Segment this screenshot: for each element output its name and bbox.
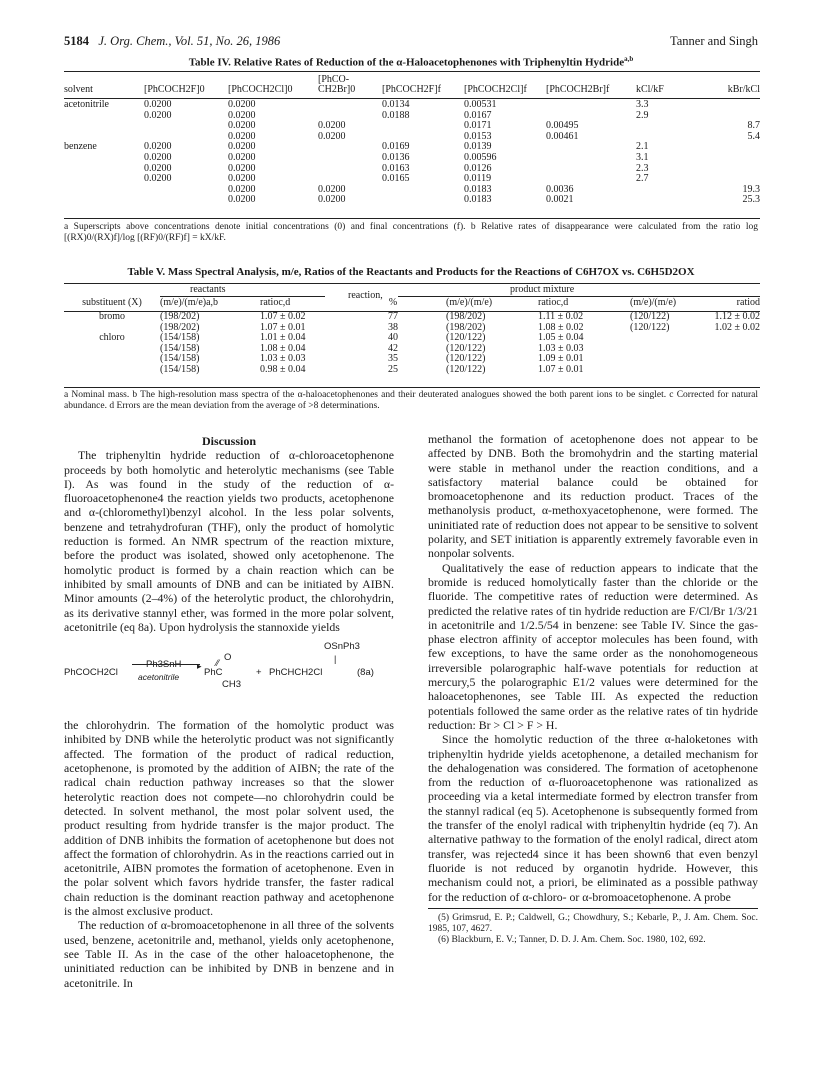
table5-top-rule <box>64 283 760 284</box>
table4-cell <box>546 153 636 164</box>
table5-caption: Table V. Mass Spectral Analysis, m/e, Ratios of the Reactants and Products for the Reactions of C6H7OX vs. C6H5D2OX <box>127 266 695 278</box>
table4-cell <box>318 98 382 111</box>
table4-cell: 0.0163 <box>382 162 410 174</box>
scheme-product1: PhC <box>204 667 223 679</box>
table5-cell: (198/202) <box>160 311 200 322</box>
scheme-double-bond: ⁄⁄ <box>216 658 220 669</box>
table4-cell: 0.0200 <box>228 130 256 142</box>
table4-cell: 0.0200 <box>228 141 256 153</box>
table-row <box>64 153 760 164</box>
table4-cell: acetonitrile <box>64 99 109 110</box>
table5-cell: (120/122) <box>630 311 670 322</box>
table5-cell: 42 <box>388 342 398 354</box>
table4-cell: 0.0036 <box>546 183 574 195</box>
table5-header-cell: substituent (X) <box>82 297 142 308</box>
table4-cell: 0.00531 <box>464 99 497 110</box>
table5-header-cell: (m/e)/(m/e) <box>446 297 493 308</box>
table4-cell: 0.0136 <box>382 151 410 163</box>
table4-cell: 0.0200 <box>228 109 256 121</box>
table4-cell: 0.00495 <box>546 120 579 132</box>
table5-cell: 40 <box>388 332 398 344</box>
table4-cell: 2.1 <box>636 141 649 153</box>
table4-cell: 0.0200 <box>228 151 256 163</box>
table4-cell <box>636 195 694 206</box>
table4-cell: 3.1 <box>636 151 649 163</box>
table4-cell: 0.0200 <box>318 183 346 195</box>
table4-head <box>64 73 760 98</box>
table4-cell: 0.0171 <box>464 120 492 132</box>
table5-cell: (154/158) <box>160 342 200 354</box>
table4-cell <box>318 153 382 164</box>
table5-cell: 1.03 ± 0.03 <box>538 342 584 354</box>
table4-cell: 0.0200 <box>318 120 346 132</box>
table4-cell <box>64 111 144 122</box>
table4-cell: 0.00596 <box>464 151 497 163</box>
table4-cell: 0.0200 <box>228 162 256 174</box>
table5-cell: 1.08 ± 0.04 <box>260 342 306 354</box>
scheme-reagent: Ph3SnH <box>146 659 182 671</box>
table5-cell: (120/122) <box>446 332 486 344</box>
scheme-condition: acetonitrile <box>138 672 180 683</box>
table4-cell: 0.0021 <box>546 194 574 206</box>
scheme-product1-oxygen: O <box>224 652 232 664</box>
table5-cell: chloro <box>99 332 125 344</box>
table4-cell <box>144 195 228 206</box>
table5-cell <box>696 344 760 355</box>
table5-head <box>64 298 760 309</box>
table5-cell: (154/158) <box>160 332 200 344</box>
table5-cell: (120/122) <box>630 321 670 333</box>
table4 <box>64 73 760 206</box>
paragraph-5: Qualitatively the ease of reduction appears to indicate that the bromide is reduced homolytically faster than the chloride or the fluoride. The competitive rates of reduction were determined. As predicted the relative rates of tin hydride reduction are F/Cl/Br 1/3/21 in acetonitrile and 1/2.5/54 in benzene: see Table IV. Since the gas-phase electron affinity of acceptor molecules has been found, with few exceptions, to have the same order as the nonohomogeneous irreversible polarographic half-wave potentials for reduction at mercury,5 the polarographic E1/2 values were determined for the haloacetophenones, see Table III. As expected the reduction potentials followed the same order as the relative rates of tin hydride reduction: Br > Cl > F > H. <box>428 560 758 732</box>
table5-cell: 1.08 ± 0.02 <box>538 321 584 333</box>
scheme-equation-number: (8a) <box>357 667 374 679</box>
table4-cell <box>694 142 760 153</box>
table5-cell: 0.98 ± 0.04 <box>260 363 306 375</box>
table4-cell <box>64 174 144 185</box>
table4-cell: 0.0153 <box>464 130 492 142</box>
table5-cell <box>696 354 760 365</box>
table4-header-cell: solvent <box>64 84 93 96</box>
table5-cell: (198/202) <box>160 321 200 333</box>
table4-cell: 0.0200 <box>144 99 172 110</box>
table4-cell <box>382 121 464 132</box>
table5-group-reactants: reactants <box>190 284 226 295</box>
table4-cell <box>64 195 144 206</box>
table5-cell: 1.09 ± 0.01 <box>538 353 584 365</box>
table4-cell: 2.3 <box>636 162 649 174</box>
table4-cell <box>636 121 694 132</box>
table5-cell <box>64 365 160 376</box>
table5-cell <box>64 344 160 355</box>
journal-citation: J. Org. Chem., Vol. 51, No. 26, 1986 <box>98 34 281 48</box>
table4-cell: 0.0200 <box>318 194 346 206</box>
table5-cell: (154/158) <box>160 363 200 375</box>
table4-cell: 0.0139 <box>464 141 492 153</box>
table4-cell: 2.9 <box>636 109 649 121</box>
table4-cell <box>382 185 464 196</box>
table-row <box>64 111 760 122</box>
table5-cell: (120/122) <box>446 353 486 365</box>
table5-cell: (120/122) <box>446 363 486 375</box>
scheme-arrow <box>132 664 200 665</box>
table4-header-cell: [PhCOCH2F]0 <box>144 84 205 96</box>
table-row <box>64 98 760 111</box>
table5-cell <box>696 333 760 344</box>
paragraph-1: The triphenyltin hydride reduction of α-chloroacetophenone proceeds by both homolytic and heterolytic mechanisms (see Table I). As was found in the study of the reduction of α-fluoroacetophenone4 the reaction yields two products, acetophenone and α-(chloromethyl)benzyl alcohol. In the less polar solvents, benzene and tetrahydrofuran (THF), only the product of homolytic reduction is formed. An NMR spectrum of the reaction mixture, before the product was isolated, showed only acetophenone. The homolytic product is formed by a chain reaction which can be inhibited by small amounts of DNB and can be initiated by AIBN. Minor amounts (2–4%) of the heterolytic product, the chlorohydrin, as its derivative stannyl ether, was formed in the more polar solvent, acetonitrile (eq 8a). Upon hydrolysis the stannoxide yields <box>64 448 394 634</box>
table5-cell: 1.05 ± 0.04 <box>538 332 584 344</box>
table5-cell: 77 <box>388 311 398 322</box>
table4-caption: Table IV. Relative Rates of Reduction of the α-Haloacetophenones with Triphenyltin Hydride$^{a,b}$ <box>188 55 634 69</box>
table5-group-reaction: reaction, <box>348 290 383 301</box>
table5-cell: (120/122) <box>446 342 486 354</box>
table5-cell: 1.07 ± 0.02 <box>260 311 306 322</box>
table4-cell: 8.7 <box>747 120 760 132</box>
table5-header-cell: (m/e)/(m/e)a,b <box>160 297 219 308</box>
table4-cell: 0.0188 <box>382 109 410 121</box>
table5-header-cell: (m/e)/(m/e) <box>630 297 677 308</box>
header-left <box>64 34 280 49</box>
table5-cell: 1.03 ± 0.03 <box>260 353 306 365</box>
table4-cell <box>694 153 760 164</box>
table4-header-cell: [PhCO-CH2Br]0 <box>318 73 356 96</box>
table4-cell: 0.0134 <box>382 99 410 110</box>
table5-cell: 35 <box>388 353 398 365</box>
table5-cell: (198/202) <box>446 321 486 333</box>
table5-cell <box>64 354 160 365</box>
table4-cell: 19.3 <box>742 183 760 195</box>
running-header <box>64 34 758 50</box>
table4-header-cell: [PhCOCH2F]f <box>382 84 441 96</box>
table-row <box>64 121 760 132</box>
table5-cell: 1.12 ± 0.02 <box>714 311 760 322</box>
table4-bottom-rule <box>64 218 760 219</box>
paragraph-3: The reduction of α-bromoacetophenone in all three of the solvents used, benzene, acetonitrile and, methanol, yields only acetophenone, see Table II. As in the case of the other haloacetophenone, the uninitiated reduction can be inhibited by DNB in benzene and in acetonitrile. In <box>64 918 394 990</box>
table4-cell: 3.3 <box>636 99 649 110</box>
table5-header-cell: ratioc,d <box>260 297 291 308</box>
scheme-product1-methyl: CH3 <box>222 679 242 691</box>
table5-cell: (154/158) <box>160 353 200 365</box>
scheme-arrowhead: ▸ <box>197 661 202 672</box>
table5-cell: bromo <box>98 311 126 322</box>
table4-cell: 25.3 <box>742 194 760 206</box>
table4-cell: 0.0165 <box>382 173 410 185</box>
table4-body <box>64 98 760 206</box>
paragraph-2: the chlorohydrin. The formation of the homolytic product was inhibited by DNB while the heterolytic product was not significantly affected. The formation of the product of radical reduction, acetophenone, is promoted by the addition of AIBN; the rate of the radical chain reduction pathway increases so that the slower heterolytic reaction does not compete—no chlorohydrin could be detected. In solvent methanol, the most polar solvent used, the product resulting from hydride transfer is the major product. The addition of DNB inhibits the formation of acetophenone but does not affect the formation of chlorohydrin. As in the reactions carried out in acetonitrile, AIBN promotes the formation of acetophenone. Even in the polar solvent which favors hydride transfer, the faster radical chain reduction is the dominant reaction pathway and acetophenone is the almost exclusive product. <box>64 718 394 919</box>
table4-cell <box>546 98 636 111</box>
reference-6: (6) Blackburn, E. V.; Tanner, D. D. J. Am. Chem. Soc. 1980, 102, 692. <box>438 934 706 945</box>
table4-header-cell: kCl/kF <box>636 84 664 96</box>
table5-body <box>64 309 760 376</box>
table5 <box>64 298 760 376</box>
table5-header-cell: ratiod <box>736 297 760 308</box>
table5-group-products: product mixture <box>510 284 575 295</box>
table4-cell: 5.4 <box>747 130 760 142</box>
table4-cell <box>636 185 694 196</box>
paragraph-4: methanol the formation of acetophenone does not appear to be affected by DNB. Both the bromohydrin and the starting material were stable in methanol under the reaction conditions, and a satisfactory material balance could be obtained for bromoacetophenone and its reduction product. Traces of the methanolysis product, α-methoxyacetophenone, were formed. The uninitiated rate of reduction does not appear to be sensitive to solvent polarity, and SET initiation is apparently extremely favorable even in nonpolar solvents. <box>428 432 758 561</box>
table4-cell: 0.0200 <box>228 173 256 185</box>
table4-cell: 0.0200 <box>228 99 256 110</box>
reaction-scheme <box>64 634 394 718</box>
table5-cell <box>630 354 696 365</box>
table4-cell <box>144 121 228 132</box>
table5-cell <box>696 365 760 376</box>
right-column <box>428 432 758 946</box>
table4-cell <box>64 185 144 196</box>
references <box>428 908 758 946</box>
table5-cell <box>630 344 696 355</box>
scheme-product2: PhCHCH2Cl <box>269 667 323 679</box>
table4-cell: 0.0126 <box>464 162 492 174</box>
table-row <box>64 365 760 376</box>
table5-cell: 25 <box>388 363 398 375</box>
table4-header-cell: [PhCOCH2Cl]f <box>464 84 527 96</box>
table5-bottom-rule <box>64 387 760 388</box>
scheme-product2-substituent: OSnPh3 <box>324 641 360 653</box>
authors: Tanner and Singh <box>670 34 758 48</box>
table4-cell <box>694 164 760 175</box>
scheme-bond: | <box>334 654 337 665</box>
table5-cell: 1.07 ± 0.01 <box>260 321 306 333</box>
table5-header-cell: ratioc,d <box>538 297 569 308</box>
table4-cell <box>318 164 382 175</box>
table5-footnote: a Nominal mass. b The high-resolution mass spectra of the α-haloacetophenones and their deuterated analogues showed the both parent ions to be singlet. c Corrected for natural abundance. d Errors are the mean deviation from the average of >8 determinations. <box>64 390 758 412</box>
table4-cell <box>546 142 636 153</box>
table4-cell <box>546 164 636 175</box>
table5-header-rule <box>64 311 760 312</box>
table5-cell: 1.01 ± 0.04 <box>260 332 306 344</box>
page-number: 5184 <box>64 34 89 48</box>
table4-top-rule <box>64 71 760 72</box>
table4-cell <box>694 98 760 111</box>
left-column <box>64 434 394 990</box>
scheme-plus: + <box>256 667 262 679</box>
table4-footnote: a Superscripts above concentrations denote initial concentrations (0) and final concentrations (f). b Relative rates of disappearance were calculated from the ratio log [(RX)0/(RX)f]/log [(RF)0/(RF)f] = kX/kF. <box>64 222 758 244</box>
table5-header-cell: % <box>388 297 398 308</box>
table4-cell: 0.0200 <box>144 141 172 153</box>
table4-cell: 0.0200 <box>144 162 172 174</box>
table4-cell: 0.0169 <box>382 141 410 153</box>
table5-cell: 38 <box>388 321 398 333</box>
table4-cell: benzene <box>64 141 97 153</box>
table4-cell: 0.0200 <box>144 173 172 185</box>
table4-cell: 0.0119 <box>464 173 492 185</box>
table4-cell <box>64 153 144 164</box>
table4-header-cell: [PhCOCH2Cl]0 <box>228 84 293 96</box>
table4-cell <box>64 121 144 132</box>
table4-cell: 0.0200 <box>318 130 346 142</box>
table-row <box>64 185 760 196</box>
table5-cell: 1.02 ± 0.02 <box>714 321 760 333</box>
table4-cell: 0.0167 <box>464 109 492 121</box>
table-row <box>64 195 760 206</box>
table4-cell: 0.0183 <box>464 183 492 195</box>
table4-cell: 0.0200 <box>228 183 256 195</box>
table4-cell: 0.0200 <box>144 109 172 121</box>
table4-cell <box>64 164 144 175</box>
table4-cell: 0.0183 <box>464 194 492 206</box>
reference-5: (5) Grimsrud, E. P.; Caldwell, G.; Chowdhury, S.; Kebarle, P., J. Am. Chem. Soc. 1985, 107, 4627. <box>428 912 758 934</box>
table4-cell: 0.00461 <box>546 130 579 142</box>
table5-cell: 1.11 ± 0.02 <box>538 311 584 322</box>
paragraph-6: Since the homolytic reduction of the three α-haloketones with triphenyltin hydride yields acetophenone, a detailed mechanism for the dehalogenation was considered. The formation of acetophenone from the reduction of α-fluoroacetophenone was rationalized as proceeding via a ketal intermediate formed by electron transfer from the stannyl radical (eq 5). Acetophenone is subsequently formed from the transfer of the enolyl radical with triphenyltin hydride (eq 7). An alternative pathway to the formation of the enolyl radical, direct atom transfer, was rejected4 since it has been shown6 that even benzyl fluoride is not reduced by organotin hydride. However, this mechanism could not, a priori, be eliminated as a possible pathway for the reduction of α-chloro- or α-bromoacetophenone. A probe <box>428 732 758 904</box>
table4-cell: 2.7 <box>636 173 649 185</box>
table5-cell: (198/202) <box>446 311 486 322</box>
table5-cell: 1.07 ± 0.01 <box>538 363 584 375</box>
table-row <box>64 174 760 185</box>
table5-cell <box>630 333 696 344</box>
section-title: Discussion <box>201 434 257 448</box>
table4-header-cell: kBr/kCl <box>727 84 760 96</box>
table4-cell: 0.0200 <box>144 151 172 163</box>
table4-cell <box>382 195 464 206</box>
table4-cell <box>144 185 228 196</box>
table4-cell: 0.0200 <box>228 194 256 206</box>
scheme-reactant: PhCOCH2Cl <box>64 667 118 679</box>
table4-cell <box>318 142 382 153</box>
table4-header-cell: [PhCOCH2Br]f <box>546 84 610 96</box>
table5-cell <box>630 365 696 376</box>
table4-cell: 0.0200 <box>228 120 256 132</box>
